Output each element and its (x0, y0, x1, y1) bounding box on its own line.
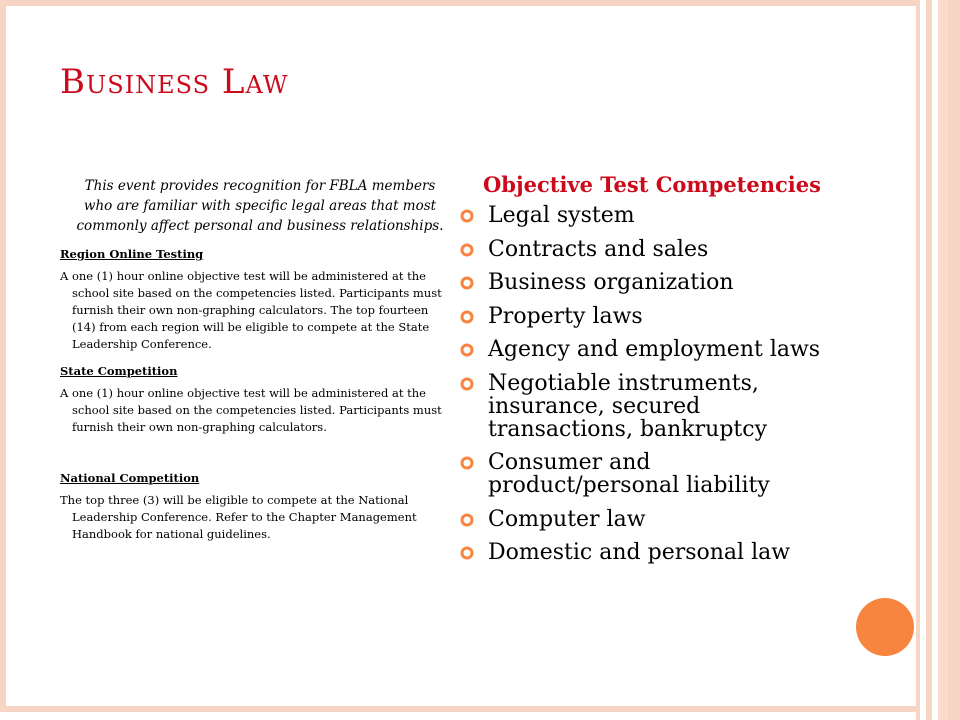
ring-bullet-icon (460, 546, 474, 560)
slide-title: Business Law (60, 62, 289, 102)
intro-text: This event provides recognition for FBLA members who are familiar with specific legal areas that most commonly affect personal and business relationships. (76, 178, 444, 234)
competency-label: Property laws (488, 303, 643, 329)
competency-item (460, 204, 840, 227)
ring-bullet-icon (460, 377, 474, 391)
competency-item (460, 338, 840, 361)
decorative-circle (856, 598, 914, 656)
competencies-list (460, 204, 840, 564)
competency-label: Consumer and product/personal liability (488, 450, 770, 498)
competency-item (460, 305, 840, 328)
competencies-title: Objective Test Competencies (483, 172, 821, 197)
ring-bullet-icon (460, 243, 474, 257)
ring-bullet-icon (460, 310, 474, 324)
event-description (60, 176, 444, 553)
competency-item (460, 271, 840, 294)
ring-bullet-icon (460, 456, 474, 470)
competency-item (460, 451, 840, 497)
section-heading-region: Region Online Testing (60, 247, 204, 261)
competency-label: Negotiable instruments, insurance, secured transactions, bankruptcy (488, 370, 767, 442)
competency-label: Computer law (488, 506, 646, 532)
section-body-region: A one (1) hour online objective test will be administered at the school site based on the competencies listed. Participants must furnish their own non-graphing calculators. The top fourteen (14) from each region will be eligible to compete at the State Leadership Conference. (60, 269, 442, 351)
competency-item (460, 508, 840, 531)
section-body-state: A one (1) hour online objective test will be administered at the school site based on the competencies listed. Participants must furnish their own non-graphing calculators. (60, 386, 442, 434)
section-heading-state: State Competition (60, 364, 178, 378)
section-heading-national: National Competition (60, 471, 200, 485)
decorative-stripes (916, 0, 960, 720)
competency-label: Contracts and sales (488, 236, 709, 262)
ring-bullet-icon (460, 209, 474, 223)
competency-label: Domestic and personal law (488, 540, 791, 565)
competency-item (460, 372, 840, 441)
ring-bullet-icon (460, 513, 474, 527)
competency-label: Business organization (488, 270, 734, 295)
ring-bullet-icon (460, 343, 474, 357)
competency-label: Legal system (488, 203, 635, 228)
competency-item (460, 238, 840, 261)
competencies-panel (460, 172, 840, 575)
competency-label: Agency and employment laws (488, 337, 821, 362)
competency-item (460, 541, 840, 564)
ring-bullet-icon (460, 276, 474, 290)
section-body-national: The top three (3) will be eligible to compete at the National Leadership Conference. Refer to the Chapter Management Handbook for national guidelines. (60, 493, 417, 541)
